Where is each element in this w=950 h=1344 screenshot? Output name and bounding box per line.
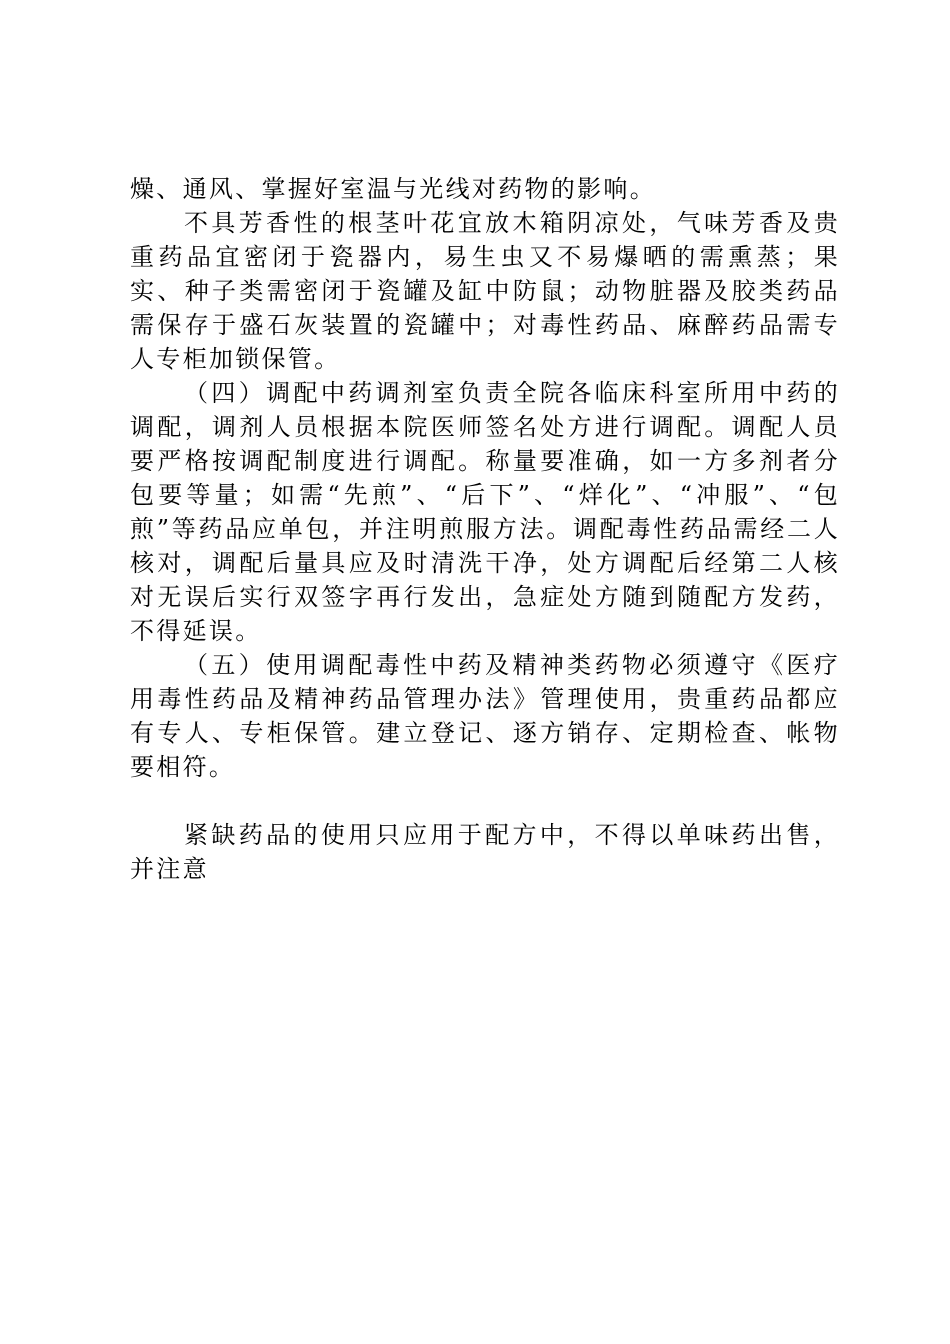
paragraph-continuation: 燥、通风、掌握好室温与光线对药物的影响。 [130, 175, 656, 203]
paragraph-scarce-drugs: 紧缺药品的使用只应用于配方中，不得以单味药出售，并注意 [130, 821, 840, 883]
paragraph-section-five: （五）使用调配毒性中药及精神类药物必须遵守《医疗用毒性药品及精神药品管理办法》管理使用，贵重药品都应有专人、专柜保管。建立登记、逐方销存、定期检查、帐物要相符。 [130, 651, 840, 781]
document-page [130, 172, 840, 886]
paragraph-storage: 不具芳香性的根茎叶花宜放木箱阴凉处，气味芳香及贵重药品宜密闭于瓷器内，易生虫又不易爆晒的需熏蒸；果实、种子类需密闭于瓷罐及缸中防鼠；动物脏器及胶类药品需保存于盛石灰装置的瓷罐中；对毒性药品、麻醉药品需专人专柜加锁保管。 [130, 209, 840, 373]
paragraph-section-four: （四）调配中药调剂室负责全院各临床科室所用中药的调配，调剂人员根据本院医师签名处方进行调配。调配人员要严格按调配制度进行调配。称量要准确，如一方多剂者分包要等量；如需“先煎”、“后下”、“烊化”、“冲服”、“包煎”等药品应单包，并注明煎服方法。调配毒性药品需经二人核对，调配后量具应及时清洗干净，处方调配后经第二人核对无误后实行双签字再行发出，急症处方随到随配方发药，不得延误。 [130, 379, 840, 645]
